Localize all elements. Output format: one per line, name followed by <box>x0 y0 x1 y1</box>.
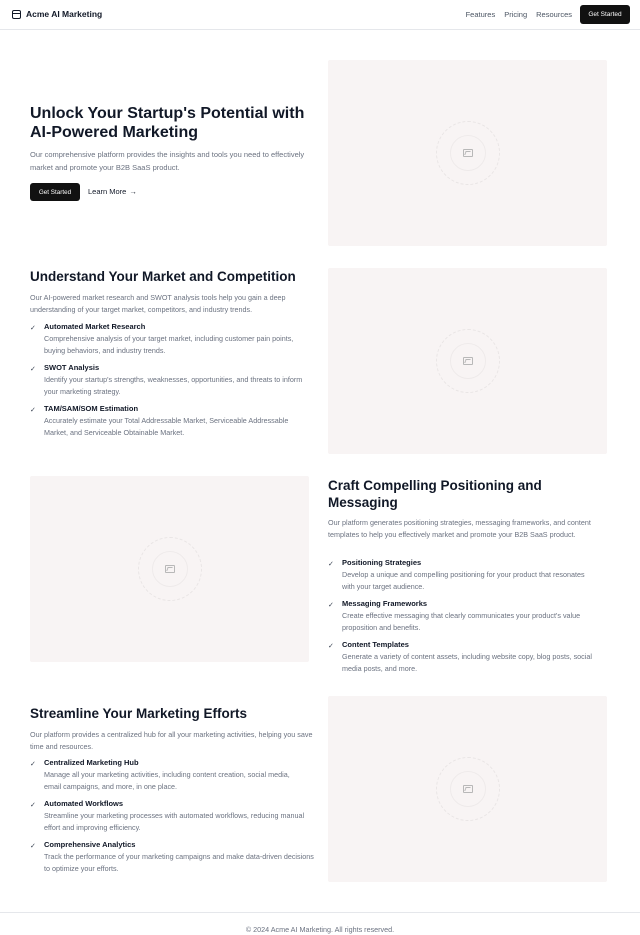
feature-item <box>30 758 320 793</box>
check-icon: ✓ <box>328 561 334 568</box>
hero-description: Our comprehensive platform provides the insights and tools you need to effectively market and promote your B2B SaaS product. <box>30 150 305 172</box>
hero-title: Unlock Your Startup's Potential with AI-Powered Marketing <box>30 105 305 141</box>
feature-title: Positioning Strategies <box>342 558 422 567</box>
check-icon: ✓ <box>328 602 334 609</box>
feature-description: Streamline your marketing processes with automated workflows, reducing manual effort and improving efficiency. <box>44 811 305 832</box>
learn-more-label: Learn More <box>88 187 127 196</box>
image-placeholder-icon <box>463 357 473 365</box>
footer-copyright: © 2024 Acme AI Marketing. All rights reserved. <box>245 925 395 934</box>
image-placeholder-icon <box>463 785 473 793</box>
feature-description: Track the performance of your marketing campaigns and make data-driven decisions to optimize your efforts. <box>44 852 314 873</box>
brand-link[interactable] <box>12 9 102 19</box>
feature-description: Generate a variety of content assets, including website copy, blog posts, social media posts, and more. <box>342 652 592 673</box>
section-title-positioning: Craft Compelling Positioning and Messaging <box>328 478 542 510</box>
feature-description: Accurately estimate your Total Addressable Market, Serviceable Addressable Market, and Serviceable Obtainable Market. <box>44 416 289 437</box>
feature-item <box>30 404 320 439</box>
section-description-positioning: Our platform generates positioning strategies, messaging frameworks, and content templates to help you effectively market and promote your B2B SaaS product. <box>328 518 591 539</box>
market-image-placeholder <box>328 268 607 454</box>
arrow-right-icon: → <box>129 187 137 196</box>
feature-item <box>30 363 320 398</box>
check-icon: ✓ <box>30 802 36 809</box>
check-icon: ✓ <box>30 366 36 373</box>
check-icon: ✓ <box>30 843 36 850</box>
section-description-streamline: Our platform provides a centralized hub for all your marketing activities, helping you save time and resources. <box>30 730 313 751</box>
feature-item <box>328 640 613 675</box>
feature-description: Create effective messaging that clearly communicates your product's value proposition and benefits. <box>342 611 581 632</box>
feature-title: Comprehensive Analytics <box>44 840 136 849</box>
feature-item <box>30 840 320 875</box>
feature-item <box>328 599 613 634</box>
nav-link-features[interactable]: Features <box>465 10 496 19</box>
feature-title: Centralized Marketing Hub <box>44 758 139 767</box>
feature-item <box>30 799 320 834</box>
feature-title: Automated Market Research <box>44 322 146 331</box>
image-placeholder-icon <box>165 565 175 573</box>
hero-get-started-button[interactable]: Get Started <box>30 183 80 201</box>
section-title-streamline: Streamline Your Marketing Efforts <box>30 706 248 721</box>
positioning-image-placeholder <box>30 476 309 662</box>
image-placeholder-icon <box>463 149 473 157</box>
feature-description: Develop a unique and compelling positioning for your product that resonates with your target audience. <box>342 570 585 591</box>
feature-item <box>30 322 320 357</box>
section-description-market: Our AI-powered market research and SWOT analysis tools help you gain a deep understanding of your target market, competitors, and industry trends. <box>30 293 286 314</box>
section-title-market: Understand Your Market and Competition <box>30 269 296 284</box>
brand-name: Acme AI Marketing <box>26 9 103 19</box>
learn-more-link[interactable] <box>88 187 137 196</box>
check-icon: ✓ <box>328 643 334 650</box>
check-icon: ✓ <box>30 407 36 414</box>
nav-link-pricing[interactable]: Pricing <box>504 10 528 19</box>
feature-description: Comprehensive analysis of your target market, including customer pain points, buying behaviors, and industry trends. <box>44 334 294 355</box>
check-icon: ✓ <box>30 325 36 332</box>
feature-item <box>328 558 613 593</box>
feature-title: TAM/SAM/SOM Estimation <box>44 404 139 413</box>
feature-description: Manage all your marketing activities, including content creation, social media, email campaigns, and more, in one place. <box>44 770 290 791</box>
hero-image-placeholder <box>328 60 607 246</box>
check-icon: ✓ <box>30 761 36 768</box>
top-nav <box>0 0 640 30</box>
feature-title: SWOT Analysis <box>44 363 100 372</box>
nav-link-resources[interactable]: Resources <box>536 10 572 19</box>
feature-title: Content Templates <box>342 640 409 649</box>
feature-title: Automated Workflows <box>44 799 124 808</box>
nav-links <box>466 10 572 19</box>
feature-title: Messaging Frameworks <box>342 599 428 608</box>
calendar-icon <box>12 10 21 19</box>
nav-get-started-button[interactable]: Get Started <box>580 5 630 24</box>
footer <box>0 912 640 935</box>
feature-description: Identify your startup's strengths, weaknesses, opportunities, and threats to inform your marketing strategy. <box>44 375 303 396</box>
streamline-image-placeholder <box>328 696 607 882</box>
